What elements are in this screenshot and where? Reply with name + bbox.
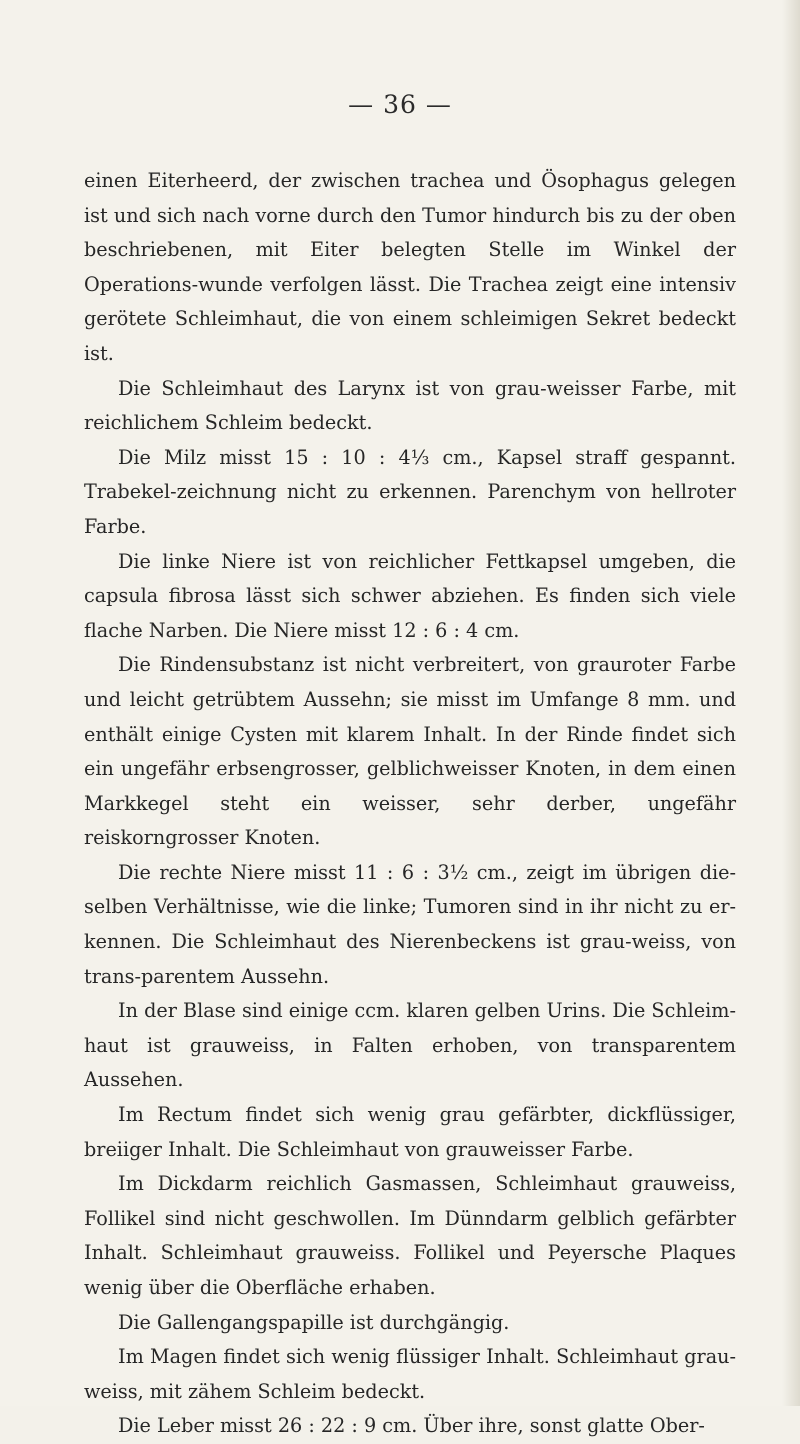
paragraph-rectum: Im Rectum findet sich wenig grau gefärbter, dickflüssiger, breiiger Inhalt. Die Schleimhaut von grauweisser Farbe. <box>84 1103 736 1161</box>
paragraph-rechte-niere: Die rechte Niere misst 11 : 6 : 3½ cm., zeigt im übrigen die-selben Verhältnisse, wie die linke; Tumoren sind in ihr nicht zu er-kennen. Die Schleimhaut des Nierenbeckens ist grau-weiss, von trans-parentem Aussehn. <box>84 860 736 988</box>
body-text <box>84 164 736 1444</box>
paragraph-leber: Die Leber misst 26 : 22 : 9 cm. Über ihre, sonst glatte Ober- <box>118 1414 705 1438</box>
paragraph-larynx: Die Schleimhaut des Larynx ist von grau-weisser Farbe, mit reichlichem Schleim bedeckt. <box>84 376 736 435</box>
paragraph-dickdarm: Im Dickdarm reichlich Gasmassen, Schleimhaut grauweiss, Follikel sind nicht geschwollen. Im Dünndarm gelblich gefärbter Inhalt. Schleimhaut grauweiss. Follikel und Peyersche Plaques wenig über die Oberfläche erhaben. <box>84 1172 736 1299</box>
paragraph-magen: Im Magen findet sich wenig flüssiger Inhalt. Schleimhaut grau-weiss, mit zähem Schleim bedeckt. <box>84 1345 736 1403</box>
paragraph-blase: In der Blase sind einige ccm. klaren gelben Urins. Die Schleim-haut ist grauweiss, in Falten erhoben, von transparentem Aussehen. <box>84 999 736 1092</box>
paragraph-gallengang: Die Gallengangspapille ist durchgängig. <box>118 1310 510 1334</box>
paragraph-milz: Die Milz misst 15 : 10 : 4⅓ cm., Kapsel straff gespannt. Trabekel-zeichnung nicht zu erkennen. Parenchym von hellroter Farbe. <box>84 445 736 538</box>
paragraph-trachea: einen Eiterheerd, der zwischen trachea und Ösophagus gelegen ist und sich nach vorne durch den Tumor hindurch bis zu der oben beschriebenen, mit Eiter belegten Stelle im Winkel der Operations-wunde verfolgen lässt. Die Trachea zeigt eine intensiv gerötete Schleimhaut, die von einem schleimigen Sekret bedeckt ist. <box>84 169 736 365</box>
page-number: — 36 — <box>348 90 452 119</box>
paragraph-linke-niere: Die linke Niere ist von reichlicher Fettkapsel umgeben, die capsula fibrosa lässt sich schwer abziehen. Es finden sich viele flache Narben. Die Niere misst 12 : 6 : 4 cm. <box>84 549 736 642</box>
page-edge-shadow <box>782 0 800 1406</box>
paragraph-rindensubstanz: Die Rindensubstanz ist nicht verbreitert, von grauroter Farbe und leicht getrübtem Aussehn; sie misst im Umfange 8 mm. und enthält einige Cysten mit klarem Inhalt. In der Rinde findet sich ein ungefähr erbsengrosser, gelblichweisser Knoten, in dem einen Markkegel steht ein weisser, sehr derber, ungefähr reiskorngrosser Knoten. <box>84 653 736 850</box>
